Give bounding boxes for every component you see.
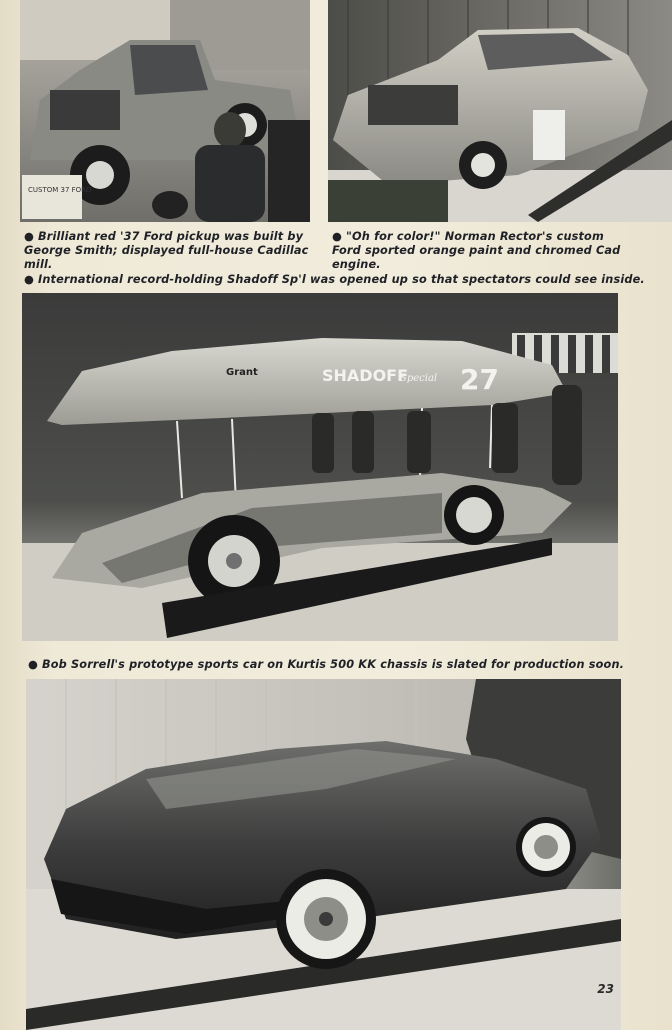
caption-shadoff-text: International record-holding Shadoff Sp'l was opened up so that spectators could see inside.: [38, 273, 645, 286]
caption-ford-pickup-text: Brilliant red '37 Ford pickup was built by George Smith; displayed full-house Cadillac mill.: [24, 230, 309, 271]
caption-rector-custom-ford-text: "Oh for color!" Norman Rector's custom Ford sported orange paint and chromed Cad engine.: [332, 230, 621, 271]
shadoff-body-lettering: SHADOFF: [322, 366, 409, 385]
photo-rector-custom-ford: [328, 0, 672, 222]
photo-shadoff-special: [22, 293, 618, 641]
caption-rector-custom-ford: [332, 230, 624, 272]
caption-bullet: ●: [332, 230, 343, 243]
shadoff-race-number: 27: [460, 363, 499, 396]
caption-bullet: ●: [28, 658, 39, 671]
page-number: 23: [597, 982, 614, 996]
caption-sorrell-sports-car-text: Bob Sorrell's prototype sports car on Kurtis 500 KK chassis is slated for production soon.: [42, 658, 625, 671]
caption-sorrell-sports-car: [28, 658, 628, 672]
pickup-sign-text: CUSTOM 37 FORD: [28, 186, 92, 194]
photo-sorrell-sports-car: [26, 679, 621, 1030]
shadoff-sponsor-decal: Grant: [226, 367, 258, 378]
caption-bullet: ●: [24, 273, 35, 286]
shadoff-body-script: Special: [400, 373, 438, 384]
caption-ford-pickup: [24, 230, 316, 272]
caption-shadoff: [24, 273, 645, 287]
caption-bullet: ●: [24, 230, 35, 243]
photo-ford-pickup: [20, 0, 310, 222]
